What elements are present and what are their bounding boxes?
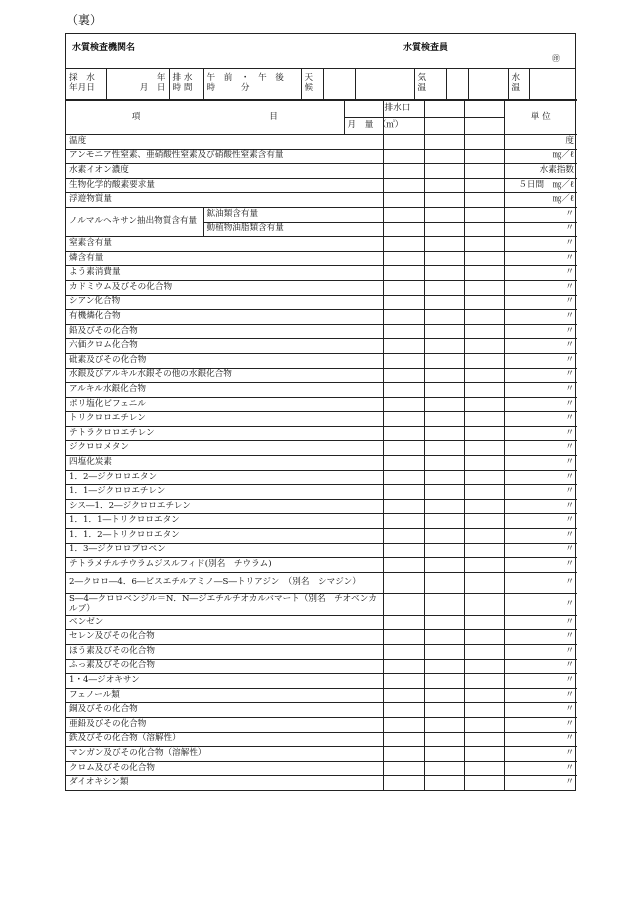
unit-cell: 〃 bbox=[504, 280, 577, 295]
value-cell[interactable] bbox=[424, 485, 464, 500]
value-cell[interactable] bbox=[464, 426, 504, 441]
value-cell[interactable] bbox=[383, 717, 424, 732]
value-cell[interactable] bbox=[464, 558, 504, 573]
value-cell[interactable] bbox=[464, 397, 504, 412]
value-cell[interactable] bbox=[424, 207, 464, 222]
table-row bbox=[66, 529, 577, 544]
item-name: 浮遊物質量 bbox=[66, 193, 383, 208]
value-cell[interactable] bbox=[464, 383, 504, 398]
value-cell[interactable] bbox=[424, 456, 464, 471]
item-name: ポリ塩化ビフェニル bbox=[66, 397, 383, 412]
value-cell[interactable] bbox=[383, 193, 424, 208]
unit-cell: 〃 bbox=[504, 558, 577, 573]
table-row bbox=[66, 339, 577, 354]
value-cell[interactable] bbox=[383, 703, 424, 718]
value-cell[interactable] bbox=[424, 732, 464, 747]
table-row bbox=[66, 732, 577, 747]
value-cell[interactable] bbox=[464, 353, 504, 368]
drain-time-label: 排 水 時 間 bbox=[169, 69, 203, 100]
value-cell[interactable] bbox=[464, 572, 504, 594]
value-cell[interactable] bbox=[383, 310, 424, 325]
unit-cell: 〃 bbox=[504, 674, 577, 689]
unit-cell: 〃 bbox=[504, 251, 577, 266]
unit-cell: 〃 bbox=[504, 207, 577, 222]
value-cell[interactable] bbox=[424, 747, 464, 762]
item-name: テトラメチルチウラムジスルフィド(別名 チウラム) bbox=[66, 558, 383, 573]
unit-cell: ㎎／ℓ bbox=[504, 193, 577, 208]
unit-cell: 〃 bbox=[504, 324, 577, 339]
item-name: 六価クロム化合物 bbox=[66, 339, 383, 354]
value-cell[interactable] bbox=[383, 558, 424, 573]
value-cell[interactable] bbox=[464, 499, 504, 514]
unit-cell: 〃 bbox=[504, 470, 577, 485]
value-cell[interactable] bbox=[383, 688, 424, 703]
value-cell[interactable] bbox=[383, 207, 424, 222]
unit-cell: 〃 bbox=[504, 645, 577, 660]
table-row bbox=[66, 412, 577, 427]
table-row bbox=[66, 441, 577, 456]
item-name: 鉄及びその化合物（溶解性） bbox=[66, 732, 383, 747]
unit-cell: 水素指数 bbox=[504, 164, 577, 179]
table-row bbox=[66, 135, 577, 150]
table-row bbox=[66, 630, 577, 645]
table-row bbox=[66, 499, 577, 514]
unit-cell: 〃 bbox=[504, 310, 577, 325]
unit-cell: 〃 bbox=[504, 659, 577, 674]
item-name: セレン及びその化合物 bbox=[66, 630, 383, 645]
value-cell[interactable] bbox=[424, 295, 464, 310]
seal-mark: ㊞ bbox=[552, 54, 560, 63]
table-row bbox=[66, 594, 577, 616]
value-cell[interactable] bbox=[464, 615, 504, 630]
table-row bbox=[66, 178, 577, 193]
measurement-table bbox=[66, 100, 577, 790]
value-cell[interactable] bbox=[383, 776, 424, 791]
item-header: 項 目 bbox=[66, 101, 344, 135]
value-cell[interactable] bbox=[464, 222, 504, 237]
item-name: シアン化合物 bbox=[66, 295, 383, 310]
unit-cell: 〃 bbox=[504, 499, 577, 514]
value-cell[interactable] bbox=[464, 529, 504, 544]
value-cell[interactable] bbox=[424, 659, 464, 674]
table-row bbox=[66, 383, 577, 398]
sampling-date-label: 採 水 年月日 bbox=[66, 69, 106, 100]
item-name: 砒素及びその化合物 bbox=[66, 353, 383, 368]
item-name: ダイオキシン類 bbox=[66, 776, 383, 791]
table-row bbox=[66, 514, 577, 529]
value-cell[interactable] bbox=[464, 280, 504, 295]
value-cell[interactable] bbox=[464, 324, 504, 339]
value-cell[interactable] bbox=[383, 251, 424, 266]
item-name: 1．1．1―トリクロロエタン bbox=[66, 514, 383, 529]
back-side-label: （裏） bbox=[66, 13, 103, 27]
date-field[interactable]: 年 月 日 bbox=[106, 69, 169, 100]
value-cell[interactable] bbox=[464, 339, 504, 354]
unit-cell: 〃 bbox=[504, 630, 577, 645]
value-cell[interactable] bbox=[424, 558, 464, 573]
value-cell[interactable] bbox=[383, 659, 424, 674]
value-cell[interactable] bbox=[464, 470, 504, 485]
value-cell[interactable] bbox=[424, 776, 464, 791]
water-quality-form bbox=[65, 33, 576, 791]
value-cell[interactable] bbox=[464, 456, 504, 471]
item-name: 1．1―ジクロロエチレン bbox=[66, 485, 383, 500]
item-name: よう素消費量 bbox=[66, 266, 383, 281]
value-cell[interactable] bbox=[424, 645, 464, 660]
time-field[interactable]: 午 前 ・ 午 後 時 分 bbox=[203, 69, 301, 100]
item-name: ジクロロメタン bbox=[66, 441, 383, 456]
table-row bbox=[66, 426, 577, 441]
weather-field[interactable] bbox=[323, 69, 355, 100]
value-cell[interactable] bbox=[383, 237, 424, 252]
value-cell[interactable] bbox=[464, 747, 504, 762]
value-cell[interactable] bbox=[383, 353, 424, 368]
value-cell[interactable] bbox=[383, 368, 424, 383]
value-cell[interactable] bbox=[464, 776, 504, 791]
value-cell[interactable] bbox=[424, 426, 464, 441]
table-row bbox=[66, 703, 577, 718]
table-row bbox=[66, 207, 577, 222]
item-name: 2―クロロ―4．6―ビスエチルアミノ―S―トリアジン （別名 シマジン） bbox=[66, 572, 383, 594]
unit-cell: 〃 bbox=[504, 266, 577, 281]
value-cell[interactable] bbox=[424, 118, 464, 135]
item-name: 温度 bbox=[66, 135, 383, 150]
value-cell[interactable] bbox=[464, 543, 504, 558]
value-cell[interactable] bbox=[464, 118, 504, 135]
item-name: トリクロロエチレン bbox=[66, 412, 383, 427]
value-cell[interactable] bbox=[424, 441, 464, 456]
value-cell[interactable] bbox=[464, 164, 504, 179]
item-name: カドミウム及びその化合物 bbox=[66, 280, 383, 295]
item-name: 窒素含有量 bbox=[66, 237, 383, 252]
item-name: S―4―クロロベンジル＝N．N―ジエチルチオカルバマート（別名 チオベンカルブ） bbox=[66, 594, 383, 616]
value-cell[interactable] bbox=[424, 383, 464, 398]
value-cell[interactable] bbox=[383, 164, 424, 179]
month-volume-header: 月 量 （㎥） bbox=[344, 118, 383, 135]
value-cell[interactable] bbox=[424, 630, 464, 645]
item-name: アルキル水銀化合物 bbox=[66, 383, 383, 398]
value-cell[interactable] bbox=[383, 135, 424, 150]
value-cell[interactable] bbox=[383, 456, 424, 471]
table-row bbox=[66, 193, 577, 208]
water-temp-field[interactable] bbox=[529, 69, 577, 100]
value-cell[interactable] bbox=[383, 280, 424, 295]
item-name: 亜鉛及びその化合物 bbox=[66, 717, 383, 732]
table-row bbox=[66, 324, 577, 339]
value-cell[interactable] bbox=[424, 149, 464, 164]
weather-label: 天 候 bbox=[301, 69, 323, 100]
value-cell[interactable] bbox=[424, 135, 464, 150]
item-name: アンモニア性窒素、亜硝酸性窒素及び硝酸性窒素含有量 bbox=[66, 149, 383, 164]
air-temp-label: 気 温 bbox=[414, 69, 446, 100]
value-cell[interactable] bbox=[383, 543, 424, 558]
unit-cell: 〃 bbox=[504, 543, 577, 558]
item-name: 1．1．2―トリクロロエタン bbox=[66, 529, 383, 544]
blank-cell[interactable] bbox=[355, 69, 414, 100]
value-cell[interactable] bbox=[383, 412, 424, 427]
water-temp-label: 水 温 bbox=[508, 69, 529, 100]
unit-cell: 〃 bbox=[504, 397, 577, 412]
table-row bbox=[66, 615, 577, 630]
value-cell[interactable] bbox=[464, 732, 504, 747]
value-cell[interactable] bbox=[383, 761, 424, 776]
value-cell[interactable] bbox=[464, 310, 504, 325]
unit-cell: 〃 bbox=[504, 441, 577, 456]
value-cell[interactable] bbox=[383, 397, 424, 412]
unit-cell: 〃 bbox=[504, 594, 577, 616]
value-cell[interactable] bbox=[424, 193, 464, 208]
value-cell[interactable] bbox=[464, 178, 504, 193]
value-cell[interactable] bbox=[424, 178, 464, 193]
value-cell[interactable] bbox=[464, 645, 504, 660]
unit-cell: 〃 bbox=[504, 514, 577, 529]
item-name: 1・4―ジオキサン bbox=[66, 674, 383, 689]
signature-row bbox=[66, 34, 575, 69]
value-cell[interactable] bbox=[383, 266, 424, 281]
value-cell[interactable] bbox=[464, 514, 504, 529]
sub-item-name: 鉱油類含有量 bbox=[203, 207, 383, 222]
value-cell[interactable] bbox=[464, 207, 504, 222]
item-name: 燐含有量 bbox=[66, 251, 383, 266]
value-cell[interactable] bbox=[464, 703, 504, 718]
table-row bbox=[66, 572, 577, 594]
value-cell[interactable] bbox=[383, 470, 424, 485]
value-cell[interactable] bbox=[424, 164, 464, 179]
unit-cell: 〃 bbox=[504, 717, 577, 732]
unit-cell: 〃 bbox=[504, 456, 577, 471]
table-row bbox=[66, 761, 577, 776]
unit-cell: 〃 bbox=[504, 222, 577, 237]
unit-cell: 〃 bbox=[504, 412, 577, 427]
unit-cell: 〃 bbox=[504, 353, 577, 368]
value-cell[interactable] bbox=[464, 251, 504, 266]
value-cell[interactable] bbox=[424, 251, 464, 266]
table-row bbox=[66, 674, 577, 689]
unit-header: 単 位 bbox=[504, 101, 577, 135]
value-cell[interactable] bbox=[424, 543, 464, 558]
air-temp-field[interactable] bbox=[446, 69, 468, 100]
unit-cell: 〃 bbox=[504, 572, 577, 594]
unit-cell: 〃 bbox=[504, 426, 577, 441]
unit-cell: 〃 bbox=[504, 295, 577, 310]
unit-cell: 〃 bbox=[504, 383, 577, 398]
table-row bbox=[66, 397, 577, 412]
table-row bbox=[66, 237, 577, 252]
value-cell[interactable] bbox=[424, 353, 464, 368]
value-cell[interactable] bbox=[424, 717, 464, 732]
item-name: テトラクロロエチレン bbox=[66, 426, 383, 441]
table-row bbox=[66, 164, 577, 179]
table-row bbox=[66, 251, 577, 266]
value-cell[interactable] bbox=[424, 514, 464, 529]
table-row bbox=[66, 558, 577, 573]
value-cell[interactable] bbox=[424, 412, 464, 427]
value-cell[interactable] bbox=[383, 747, 424, 762]
unit-cell: 〃 bbox=[504, 732, 577, 747]
value-cell[interactable] bbox=[424, 703, 464, 718]
value-cell[interactable] bbox=[424, 280, 464, 295]
value-cell[interactable] bbox=[424, 397, 464, 412]
value-cell[interactable] bbox=[383, 674, 424, 689]
value-cell[interactable] bbox=[464, 149, 504, 164]
table-row bbox=[66, 747, 577, 762]
value-cell[interactable] bbox=[424, 324, 464, 339]
item-name: ベンゼン bbox=[66, 615, 383, 630]
table-row bbox=[66, 717, 577, 732]
value-cell[interactable] bbox=[424, 674, 464, 689]
sampling-info-table bbox=[66, 69, 577, 100]
value-cell[interactable] bbox=[464, 674, 504, 689]
value-cell[interactable] bbox=[464, 237, 504, 252]
table-row bbox=[66, 485, 577, 500]
value-cell[interactable] bbox=[383, 149, 424, 164]
item-name: 銅及びその化合物 bbox=[66, 703, 383, 718]
value-cell[interactable] bbox=[424, 222, 464, 237]
sub-item-name: 動植物油脂類含有量 bbox=[203, 222, 383, 237]
item-name: 水素イオン濃度 bbox=[66, 164, 383, 179]
value-cell[interactable] bbox=[464, 594, 504, 616]
value-cell[interactable] bbox=[464, 688, 504, 703]
value-cell[interactable] bbox=[383, 339, 424, 354]
value-cell[interactable] bbox=[464, 193, 504, 208]
item-name: クロム及びその化合物 bbox=[66, 761, 383, 776]
value-cell[interactable] bbox=[464, 717, 504, 732]
value-cell[interactable] bbox=[383, 615, 424, 630]
value-cell[interactable] bbox=[424, 266, 464, 281]
value-cell[interactable] bbox=[424, 594, 464, 616]
unit-cell: 〃 bbox=[504, 485, 577, 500]
table-row bbox=[66, 645, 577, 660]
value-cell[interactable] bbox=[424, 572, 464, 594]
unit-cell: ㎎／ℓ bbox=[504, 149, 577, 164]
table-row bbox=[66, 149, 577, 164]
item-name: 四塩化炭素 bbox=[66, 456, 383, 471]
unit-cell: 〃 bbox=[504, 529, 577, 544]
value-cell[interactable] bbox=[464, 441, 504, 456]
value-cell[interactable] bbox=[464, 135, 504, 150]
value-cell[interactable] bbox=[464, 630, 504, 645]
value-cell[interactable] bbox=[383, 222, 424, 237]
item-name: 有機燐化合物 bbox=[66, 310, 383, 325]
unit-cell: 〃 bbox=[504, 776, 577, 791]
value-cell[interactable] bbox=[383, 594, 424, 616]
table-row bbox=[66, 353, 577, 368]
value-cell[interactable] bbox=[383, 630, 424, 645]
value-cell[interactable] bbox=[464, 266, 504, 281]
value-cell[interactable] bbox=[383, 645, 424, 660]
value-cell[interactable] bbox=[383, 485, 424, 500]
value-cell[interactable] bbox=[424, 499, 464, 514]
outlet-header: 排水口 bbox=[344, 101, 383, 118]
unit-cell: ５日間 ㎎／ℓ bbox=[504, 178, 577, 193]
table-row bbox=[66, 659, 577, 674]
item-name: 水銀及びアルキル水銀その他の水銀化合物 bbox=[66, 368, 383, 383]
value-cell[interactable] bbox=[383, 324, 424, 339]
value-cell[interactable] bbox=[383, 383, 424, 398]
item-name: マンガン及びその化合物（溶解性） bbox=[66, 747, 383, 762]
table-row bbox=[66, 368, 577, 383]
unit-cell: 〃 bbox=[504, 615, 577, 630]
value-cell[interactable] bbox=[464, 659, 504, 674]
item-name: ノルマルヘキサン抽出物質含有量 bbox=[66, 207, 203, 236]
inspection-org-label: 水質検査機関名 bbox=[72, 43, 136, 53]
value-cell[interactable] bbox=[383, 732, 424, 747]
value-cell[interactable] bbox=[464, 485, 504, 500]
table-row bbox=[66, 543, 577, 558]
item-name: 生物化学的酸素要求量 bbox=[66, 178, 383, 193]
item-name: 1．2―ジクロロエタン bbox=[66, 470, 383, 485]
value-cell[interactable] bbox=[424, 237, 464, 252]
item-name: フェノール類 bbox=[66, 688, 383, 703]
value-cell[interactable] bbox=[424, 761, 464, 776]
value-cell[interactable] bbox=[383, 499, 424, 514]
table-row bbox=[66, 688, 577, 703]
table-row bbox=[66, 776, 577, 791]
value-cell[interactable] bbox=[464, 295, 504, 310]
item-name: ふっ素及びその化合物 bbox=[66, 659, 383, 674]
value-cell[interactable] bbox=[383, 295, 424, 310]
value-cell[interactable] bbox=[424, 339, 464, 354]
value-cell[interactable] bbox=[424, 368, 464, 383]
item-name: 1．3―ジクロロプロペン bbox=[66, 543, 383, 558]
value-cell[interactable] bbox=[464, 101, 504, 118]
inspector-label: 水質検査員 bbox=[403, 43, 449, 53]
table-row bbox=[66, 456, 577, 471]
item-name: 鉛及びその化合物 bbox=[66, 324, 383, 339]
unit-cell: 〃 bbox=[504, 747, 577, 762]
table-row bbox=[66, 266, 577, 281]
unit-cell: 〃 bbox=[504, 761, 577, 776]
value-cell[interactable] bbox=[424, 470, 464, 485]
unit-cell: 度 bbox=[504, 135, 577, 150]
value-cell[interactable] bbox=[383, 178, 424, 193]
item-name: シス―1．2―ジクロロエチレン bbox=[66, 499, 383, 514]
value-cell[interactable] bbox=[424, 615, 464, 630]
unit-cell: 〃 bbox=[504, 688, 577, 703]
table-row bbox=[66, 295, 577, 310]
table-row bbox=[66, 310, 577, 325]
value-cell[interactable] bbox=[383, 572, 424, 594]
value-cell[interactable] bbox=[464, 761, 504, 776]
unit-cell: 〃 bbox=[504, 703, 577, 718]
value-cell[interactable] bbox=[424, 101, 464, 118]
value-cell[interactable] bbox=[383, 441, 424, 456]
value-cell[interactable] bbox=[383, 529, 424, 544]
value-cell[interactable] bbox=[424, 310, 464, 325]
item-name: ほう素及びその化合物 bbox=[66, 645, 383, 660]
value-cell[interactable] bbox=[383, 514, 424, 529]
unit-cell: 〃 bbox=[504, 339, 577, 354]
table-row bbox=[66, 470, 577, 485]
value-cell[interactable] bbox=[424, 529, 464, 544]
blank-cell[interactable] bbox=[468, 69, 508, 100]
table-row bbox=[66, 280, 577, 295]
unit-cell: 〃 bbox=[504, 368, 577, 383]
value-cell[interactable] bbox=[464, 368, 504, 383]
value-cell[interactable] bbox=[424, 688, 464, 703]
value-cell[interactable] bbox=[383, 426, 424, 441]
unit-cell: 〃 bbox=[504, 237, 577, 252]
value-cell[interactable] bbox=[464, 412, 504, 427]
